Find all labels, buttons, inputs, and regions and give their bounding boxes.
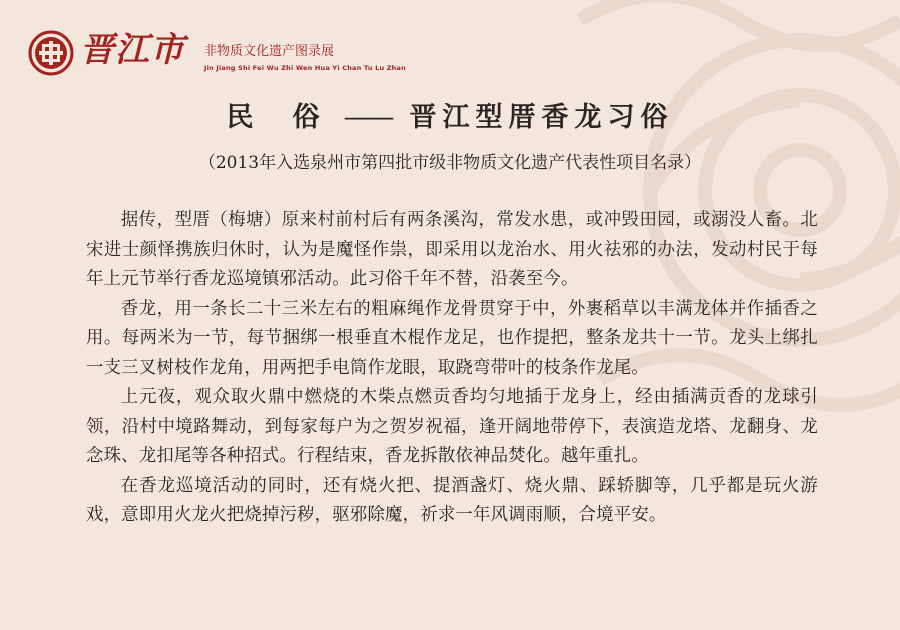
- title-dash: ——: [343, 102, 392, 133]
- heritage-seal-icon: [28, 30, 74, 76]
- exhibition-logo: [28, 30, 406, 80]
- title-category: 民 俗: [226, 102, 326, 133]
- paragraph: 在香龙巡境活动的同时，还有烧火把、提酒盏灯、烧火鼎、踩轿脚等，几乎都是玩火游戏，意即用火龙火把烧掉污秽，驱邪除魔，祈求一年风调雨顺，合境平安。: [86, 475, 818, 525]
- paragraph: 上元夜，观众取火鼎中燃烧的木柴点燃贡香均匀地插于龙身上，经由插满贡香的龙球引领，沿村中境路舞动，到每家每户为之贺岁祝福，逢开阔地带停下，表演造龙塔、龙翻身、龙念珠、龙扣尾等各种招式。行程结束，香龙拆散依神品焚化。越年重扎。: [86, 387, 818, 466]
- page-title: [0, 100, 900, 136]
- logo-exhibition-name: 非物质文化遗产图录展: [204, 44, 335, 59]
- page-subtitle: （2013年入选泉州市第四批市级非物质文化遗产代表性项目名录）: [198, 153, 702, 173]
- title-name: 晋江型厝香龙习俗: [409, 102, 674, 133]
- logo-city-name: 晋江市: [80, 30, 185, 70]
- body-text: [86, 206, 818, 531]
- paragraph: 据传，型厝（梅塘）原来村前村后有两条溪沟，常发水患，或冲毁田园，或溺没人畜。北宋进士颜怿携族归休时，认为是魔怪作祟，即采用以龙治水、用火祛邪的办法，发动村民于每年上元节举行香龙巡境镇邪活动。此习俗千年不替，沿袭至今。: [86, 210, 818, 289]
- paragraph: 香龙，用一条长二十三米左右的粗麻绳作龙骨贯穿于中，外裹稻草以丰满龙体并作插香之用。每两米为一节，每节捆绑一根垂直木棍作龙足，也作提把，整条龙共十一节。龙头上绑扎一支三叉树枝作龙角，用两把手电筒作龙眼，取跷弯带叶的枝条作龙尾。: [86, 298, 818, 378]
- logo-pinyin: Jin Jiang Shi Fei Wu Zhi Wen Hua Yi Chan Tu Lu Zhan: [204, 64, 406, 72]
